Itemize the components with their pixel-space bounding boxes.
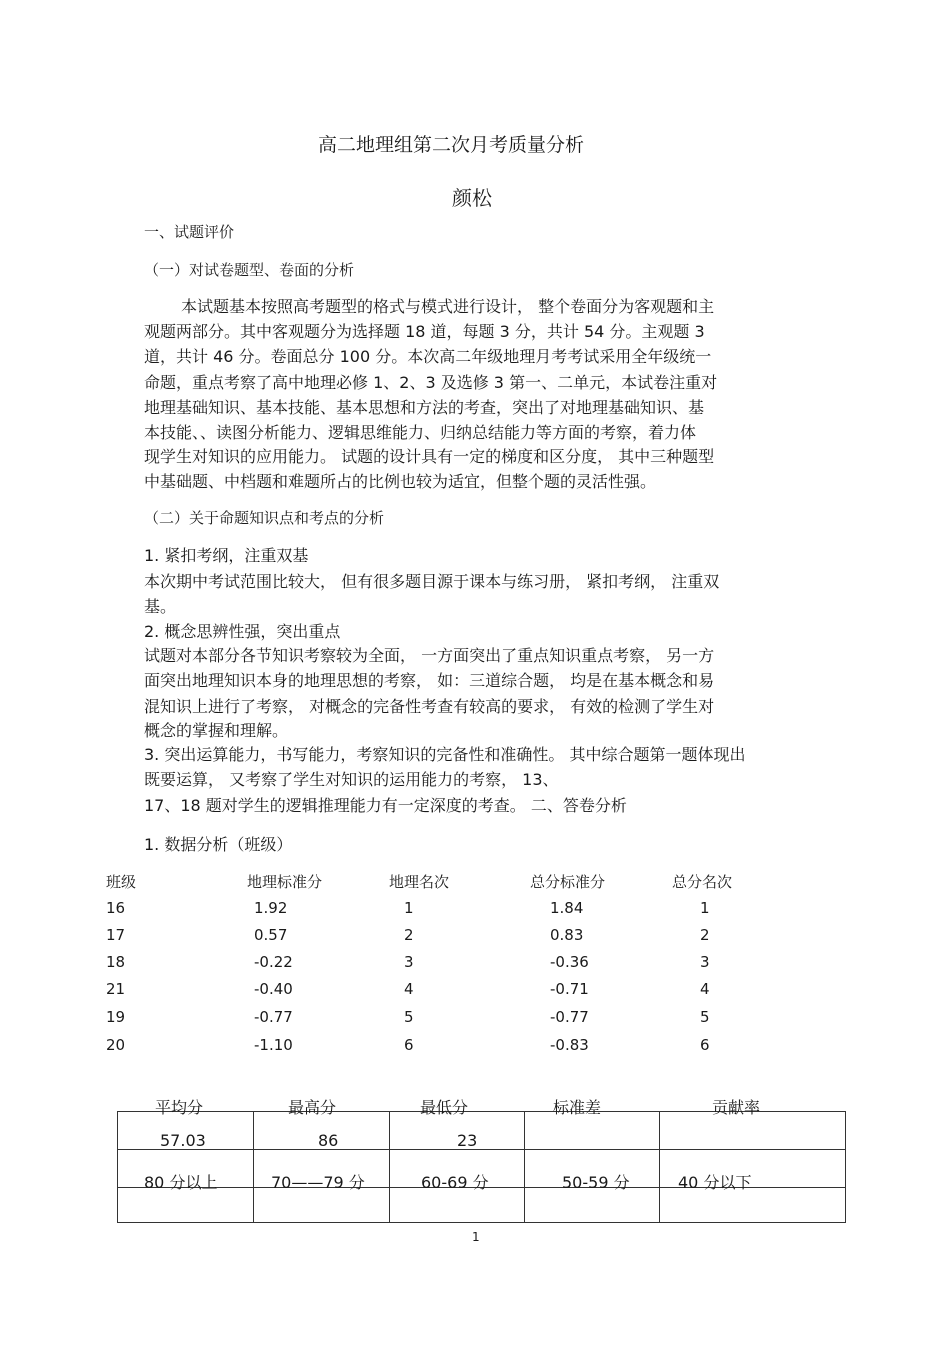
subsection-heading-1: （一）对试卷题型、卷面的分析 [144, 261, 355, 279]
text-line: 既要运算， 又考察了学生对知识的运用能力的考察， 13、 [144, 770, 559, 789]
stats-header: 贡献率 [712, 1098, 761, 1117]
page-title: 高二地理组第二次月考质量分析 [318, 134, 585, 156]
text-line: 道，共计 46 分。卷面总分 100 分。本次高二年级地理月考考试采用全年级统一 [144, 347, 712, 366]
table-cell: -0.22 [254, 953, 293, 971]
text-line: 混知识上进行了考察， 对概念的完备性考查有较高的要求， 有效的检测了学生对 [144, 697, 715, 716]
stats-value: 57.03 [160, 1131, 206, 1150]
score-range: 60-69 分 [421, 1173, 489, 1192]
table-cell: 0.83 [550, 926, 584, 944]
text-line: 观题两部分。其中客观题分为选择题 18 道，每题 3 分，共计 54 分。主观题 3 [144, 322, 705, 341]
table-cell: -1.10 [254, 1036, 293, 1054]
table-cell: 17 [106, 926, 126, 944]
point-heading: 3. 突出运算能力，书写能力，考察知识的完备性和准确性。 其中综合题第一题体现出 [144, 745, 746, 764]
table-header: 地理标准分 [247, 873, 323, 891]
table-cell: 16 [106, 899, 126, 917]
table-header: 班级 [106, 873, 137, 891]
score-range: 40 分以下 [678, 1173, 752, 1192]
table-cell: -0.77 [550, 1008, 589, 1026]
table-cell: 4 [404, 980, 414, 998]
table-header: 总分标准分 [530, 873, 606, 891]
text-line: 面突出地理知识本身的地理思想的考察， 如：三道综合题， 均是在基本概念和易 [144, 671, 715, 690]
stats-header: 标准差 [553, 1098, 602, 1117]
text-line: 本试题基本按照高考题型的格式与模式进行设计， 整个卷面分为客观题和主 [181, 297, 715, 316]
table-cell: 1 [700, 899, 710, 917]
table-cell: 19 [106, 1008, 126, 1026]
text-line: 概念的掌握和理解。 [144, 721, 289, 740]
table-cell: -0.71 [550, 980, 589, 998]
page-number: 1 [472, 1230, 480, 1244]
table-cell: 1.92 [254, 899, 288, 917]
stats-header: 平均分 [155, 1098, 204, 1117]
text-line: 中基础题、中档题和难题所占的比例也较为适宜，但整个题的灵活性强。 [144, 472, 657, 491]
point-heading: 2. 概念思辨性强，突出重点 [144, 622, 341, 641]
table-cell: 3 [700, 953, 710, 971]
stats-value: 86 [318, 1131, 339, 1150]
table-cell: 1 [404, 899, 414, 917]
table-cell: 2 [700, 926, 710, 944]
text-line: 基。 [144, 597, 177, 616]
text-line: 现学生对知识的应用能力。 试题的设计具有一定的梯度和区分度， 其中三种题型 [144, 447, 715, 466]
text-line: 本技能、、读图分析能力、逻辑思维能力、归纳总结能力等方面的考察，着力体 [144, 423, 697, 442]
table-cell: -0.40 [254, 980, 293, 998]
table-cell: 3 [404, 953, 414, 971]
table-cell: 0.57 [254, 926, 288, 944]
score-range: 80 分以上 [144, 1173, 218, 1192]
table-cell: -0.83 [550, 1036, 589, 1054]
text-line: 地理基础知识、基本技能、基本思想和方法的考查，突出了对地理基础知识、基 [144, 398, 705, 417]
table-header: 地理名次 [389, 873, 450, 891]
author-name: 颜松 [452, 186, 492, 210]
section-heading-1: 一、试题评价 [144, 223, 235, 241]
table-cell: 21 [106, 980, 126, 998]
table-header: 总分名次 [672, 873, 733, 891]
text-line: 17、18 题对学生的逻辑推理能力有一定深度的考查。 二、答卷分析 [144, 796, 627, 815]
text-line: 本次期中考试范围比较大， 但有很多题目源于课本与练习册， 紧扣考纲， 注重双 [144, 572, 720, 591]
stats-header: 最高分 [288, 1098, 337, 1117]
data-analysis-heading: 1. 数据分析（班级） [144, 835, 293, 854]
table-cell: 20 [106, 1036, 126, 1054]
table-cell: 6 [404, 1036, 414, 1054]
table-cell: 5 [700, 1008, 710, 1026]
table-cell: -0.77 [254, 1008, 293, 1026]
text-line: 命题，重点考察了高中地理必修 1、2、3 及选修 3 第一、二单元，本试卷注重对 [144, 373, 718, 392]
score-range: 70——79 分 [271, 1173, 365, 1192]
table-cell: 4 [700, 980, 710, 998]
score-range: 50-59 分 [562, 1173, 630, 1192]
point-heading: 1. 紧扣考纲，注重双基 [144, 546, 309, 565]
table-cell: 1.84 [550, 899, 584, 917]
table-cell: 6 [700, 1036, 710, 1054]
table-cell: 18 [106, 953, 126, 971]
score-stats-grid [117, 1111, 846, 1223]
stats-header: 最低分 [420, 1098, 469, 1117]
text-line: 试题对本部分各节知识考察较为全面， 一方面突出了重点知识重点考察， 另一方 [144, 646, 715, 665]
stats-value: 23 [457, 1131, 478, 1150]
subsection-heading-2: （二）关于命题知识点和考点的分析 [144, 509, 385, 527]
table-cell: -0.36 [550, 953, 589, 971]
table-cell: 5 [404, 1008, 414, 1026]
table-cell: 2 [404, 926, 414, 944]
